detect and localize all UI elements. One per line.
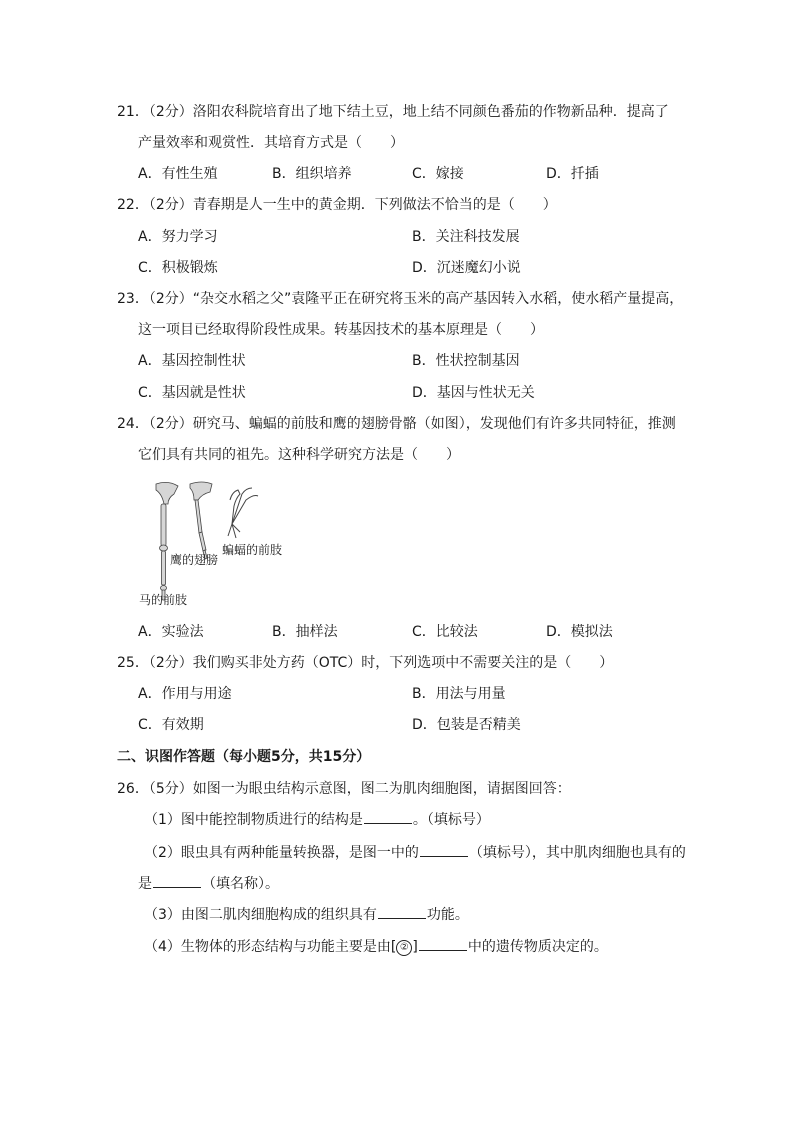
q24-option-a: A．实验法 <box>138 624 204 640</box>
eagle-wing-label: 鹰的翅膀 <box>170 553 219 567</box>
q21-stem-line1: 21．（2分）洛阳农科院培育出了地下结土豆，地上结不同颜色番茄的作物新品种．提高了 <box>117 104 669 120</box>
q21-option-c: C．嫁接 <box>412 166 464 182</box>
q26-sub3-text: （3）由图二肌肉细胞构成的组织具有 <box>144 907 377 923</box>
q26-sub2-blank1[interactable] <box>420 842 468 857</box>
q21-option-b: B．组织培养 <box>272 166 352 182</box>
q25-stem-line1: 25．（2分）我们购买非处方药（OTC）时，下列选项中不需要关注的是（ ） <box>117 655 614 671</box>
q26-sub2-cont-tail: （填名称）。 <box>202 876 279 892</box>
q26-sub1-text: （1）图中能控制物质进行的结构是 <box>144 812 363 828</box>
q24-option-b: B．抽样法 <box>272 624 338 640</box>
q21-option-d: D．扦插 <box>546 166 599 182</box>
q26-sub1 <box>144 809 490 830</box>
q25-option-c: C．有效期 <box>138 717 204 733</box>
bat-forelimb-label: 蝙蝠的前肢 <box>222 543 283 557</box>
q25-option-b: B．用法与用量 <box>412 686 506 702</box>
q24-stem-line2: 它们具有共同的祖先。这种科学研究方法是（ ） <box>138 447 460 463</box>
q26-sub2-cont <box>138 873 279 894</box>
q23-stem-line2: 这一项目已经取得阶段性成果。转基因技术的基本原理是（ ） <box>138 322 544 338</box>
q26-sub1-tail: 。（填标号） <box>412 812 490 828</box>
q22-option-c: C．积极锻炼 <box>138 260 218 276</box>
q26-sub4-tail: 中的遗传物质决定的。 <box>467 939 608 955</box>
q22-option-b: B．关注科技发展 <box>412 229 520 245</box>
q26-sub2 <box>144 842 686 863</box>
q26-sub2-text: （2）眼虫具有两种能量转换器，是图一中的 <box>144 845 419 861</box>
forelimb-comparison-figure <box>134 480 304 612</box>
section-2-heading: 二、识图作答题（每小题5分，共15分） <box>117 749 371 765</box>
q24-stem-line1: 24．（2分）研究马、蝙蝠的前肢和鹰的翅膀骨骼（如图），发现他们有许多共同特征，推测 <box>117 416 676 432</box>
q26-sub4-bracket: ] <box>412 939 418 955</box>
q26-sub2-blank2[interactable] <box>153 873 201 888</box>
q26-sub1-blank[interactable] <box>364 809 412 824</box>
q26-sub4-text: （4）生物体的形态结构与功能主要是由[ <box>144 939 397 955</box>
q26-sub4-blank[interactable] <box>419 936 467 951</box>
q26-sub4 <box>144 936 608 957</box>
q25-option-d: D．包装是否精美 <box>412 717 521 733</box>
horse-forelimb-drawing <box>156 482 178 600</box>
q23-option-c: C．基因就是性状 <box>138 385 246 401</box>
q25-option-a: A．作用与用途 <box>138 686 232 702</box>
q22-stem-line1: 22．（2分）青春期是人一生中的黄金期．下列做法不恰当的是（ ） <box>117 197 557 213</box>
horse-forelimb-label: 马的前肢 <box>139 593 188 607</box>
q23-stem-line1: 23．（2分）“杂交水稻之父”袁隆平正在研究将玉米的高产基因转入水稻，使水稻产量提高， <box>117 291 684 307</box>
q23-option-b: B．性状控制基因 <box>412 353 520 369</box>
q26-sub3 <box>144 904 469 925</box>
q21-stem-line2: 产量效率和观赏性．其培育方式是（ ） <box>138 135 404 151</box>
q26-stem-line1: 26．（5分）如图一为眼虫结构示意图，图二为肌肉细胞图，请据图回答： <box>117 781 571 797</box>
eagle-wing-drawing <box>190 482 212 559</box>
q23-option-d: D．基因与性状无关 <box>412 385 535 401</box>
q26-sub2-tail: （填标号），其中肌肉细胞也具有的 <box>468 845 686 861</box>
q26-sub4-circled-number: ② <box>396 940 412 956</box>
q22-option-a: A．努力学习 <box>138 229 218 245</box>
q26-sub2-cont-text: 是 <box>138 876 152 892</box>
q22-option-d: D．沉迷魔幻小说 <box>412 260 521 276</box>
q24-option-d: D．模拟法 <box>546 624 613 640</box>
q26-sub3-blank[interactable] <box>378 904 426 919</box>
q23-option-a: A．基因控制性状 <box>138 353 246 369</box>
q26-sub3-tail: 功能。 <box>426 907 469 923</box>
q24-option-c: C．比较法 <box>412 624 478 640</box>
bat-forelimb-drawing <box>228 488 258 538</box>
q21-option-a: A．有性生殖 <box>138 166 218 182</box>
